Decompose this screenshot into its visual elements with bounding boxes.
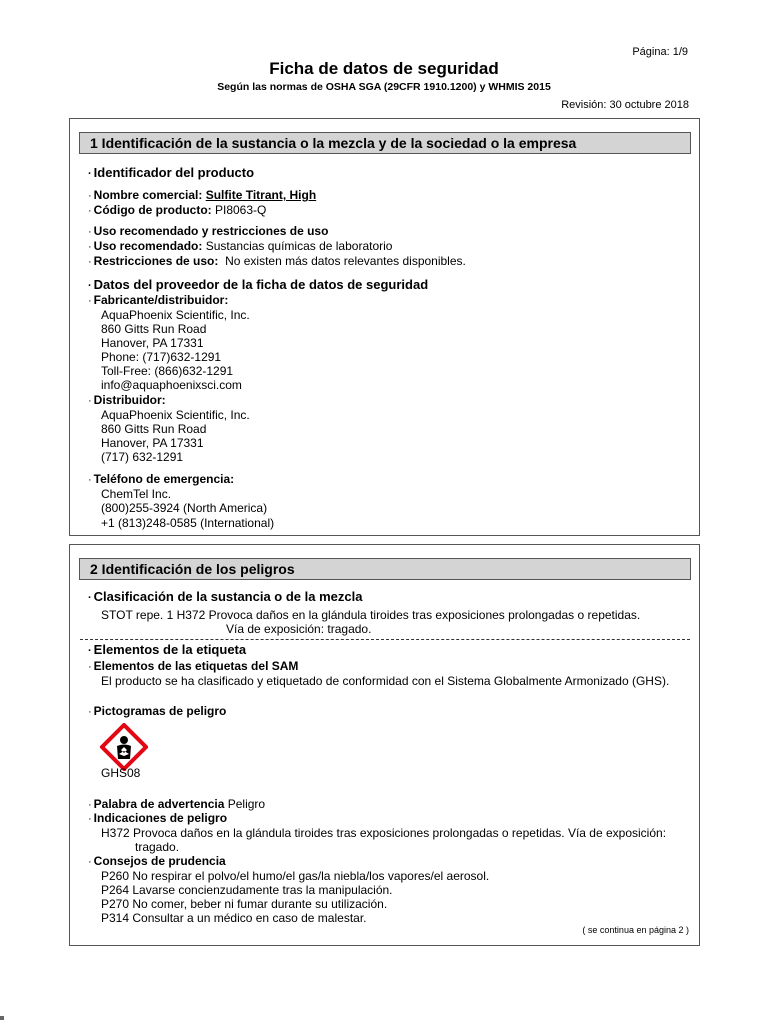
product-identifier-heading: · Identificador del producto [88, 165, 255, 180]
emergency-line: ChemTel Inc. [101, 487, 172, 501]
pictograms-heading: · Pictogramas de peligro [88, 704, 227, 718]
use-restrictions: · Restricciones de uso: No existen más datos relevantes disponibles. [88, 254, 466, 268]
document-subtitle: Según las normas de OSHA SGA (29CFR 1910.1200) y WHMIS 2015 [217, 81, 551, 93]
section-2 [69, 544, 700, 946]
classification-heading: · Clasificación de la sustancia o de la mezcla [88, 589, 363, 604]
manufacturer-line: 860 Gitts Run Road [101, 322, 207, 336]
precautionary-statement: P314 Consultar a un médico en caso de malestar. [101, 911, 367, 925]
recommended-use: · Uso recomendado: Sustancias químicas de laboratorio [88, 239, 393, 253]
classification-exposure: Vía de exposición: tragado. [226, 622, 372, 636]
precautionary-statement: P264 Lavarse concienzudamente tras la manipulación. [101, 883, 393, 897]
section-1-title: 1 Identificación de la sustancia o la mezcla y de la sociedad o la empresa [79, 132, 691, 154]
label-elements-heading: · Elementos de la etiqueta [88, 642, 247, 657]
classification-line: STOT repe. 1 H372 Provoca daños en la glándula tiroides tras exposiciones prolongadas o repetidas. [101, 608, 641, 622]
supplier-heading: · Datos del proveedor de la ficha de datos de seguridad [88, 277, 429, 292]
page-number: Página: 1/9 [632, 46, 688, 58]
precautionary-statement: P270 No comer, beber ni fumar durante su utilización. [101, 897, 388, 911]
emergency-phone-label: · Teléfono de emergencia: [88, 472, 235, 486]
hazard-statements-heading: · Indicaciones de peligro [88, 811, 228, 825]
revision-date: Revisión: 30 octubre 2018 [561, 99, 689, 111]
distributor-line: (717) 632-1291 [101, 450, 184, 464]
distributor-line: AquaPhoenix Scientific, Inc. [101, 408, 250, 422]
trade-name: · Nombre comercial: Sulfite Titrant, High [88, 188, 317, 202]
ghs-label-text: El producto se ha clasificado y etiquetado de conformidad con el Sistema Globalmente Armonizado (GHS). [101, 674, 670, 688]
uses-heading: · Uso recomendado y restricciones de uso [88, 224, 329, 238]
precautionary-statement: P260 No respirar el polvo/el humo/el gas/la niebla/los vapores/el aerosol. [101, 869, 490, 883]
manufacturer-line: AquaPhoenix Scientific, Inc. [101, 308, 250, 322]
ghs-label-heading: · Elementos de las etiquetas del SAM [88, 659, 299, 673]
health-hazard-icon [100, 723, 148, 771]
continued-note: ( se continua en página 2 ) [582, 925, 689, 935]
manufacturer-line: Phone: (717)632-1291 [101, 350, 222, 364]
manufacturer-line: Hanover, PA 17331 [101, 336, 204, 350]
emergency-line: (800)255-3924 (North America) [101, 501, 268, 515]
manufacturer-label: · Fabricante/distribuidor: [88, 293, 229, 307]
product-code: · Código de producto: PI8063-Q [88, 203, 267, 217]
section-1 [69, 118, 700, 536]
distributor-line: Hanover, PA 17331 [101, 436, 204, 450]
hazard-statement: H372 Provoca daños en la glándula tiroides tras exposiciones prolongadas o repetidas. Vía de exposición: [101, 826, 667, 840]
section-divider [80, 639, 690, 640]
signal-word: · Palabra de advertencia Peligro [88, 797, 266, 811]
section-2-title: 2 Identificación de los peligros [79, 558, 691, 580]
distributor-line: 860 Gitts Run Road [101, 422, 207, 436]
corner-mark [0, 1016, 4, 1020]
manufacturer-email[interactable]: info@aquaphoenixsci.com [101, 378, 242, 392]
emergency-line: +1 (813)248-0585 (International) [101, 516, 275, 530]
hazard-statement-cont: tragado. [135, 840, 180, 854]
manufacturer-line: Toll-Free: (866)632-1291 [101, 364, 234, 378]
pictogram-code: GHS08 [101, 766, 141, 780]
distributor-label: · Distribuidor: [88, 393, 166, 407]
document-title: Ficha de datos de seguridad [269, 59, 499, 78]
precautionary-heading: · Consejos de prudencia [88, 854, 226, 868]
